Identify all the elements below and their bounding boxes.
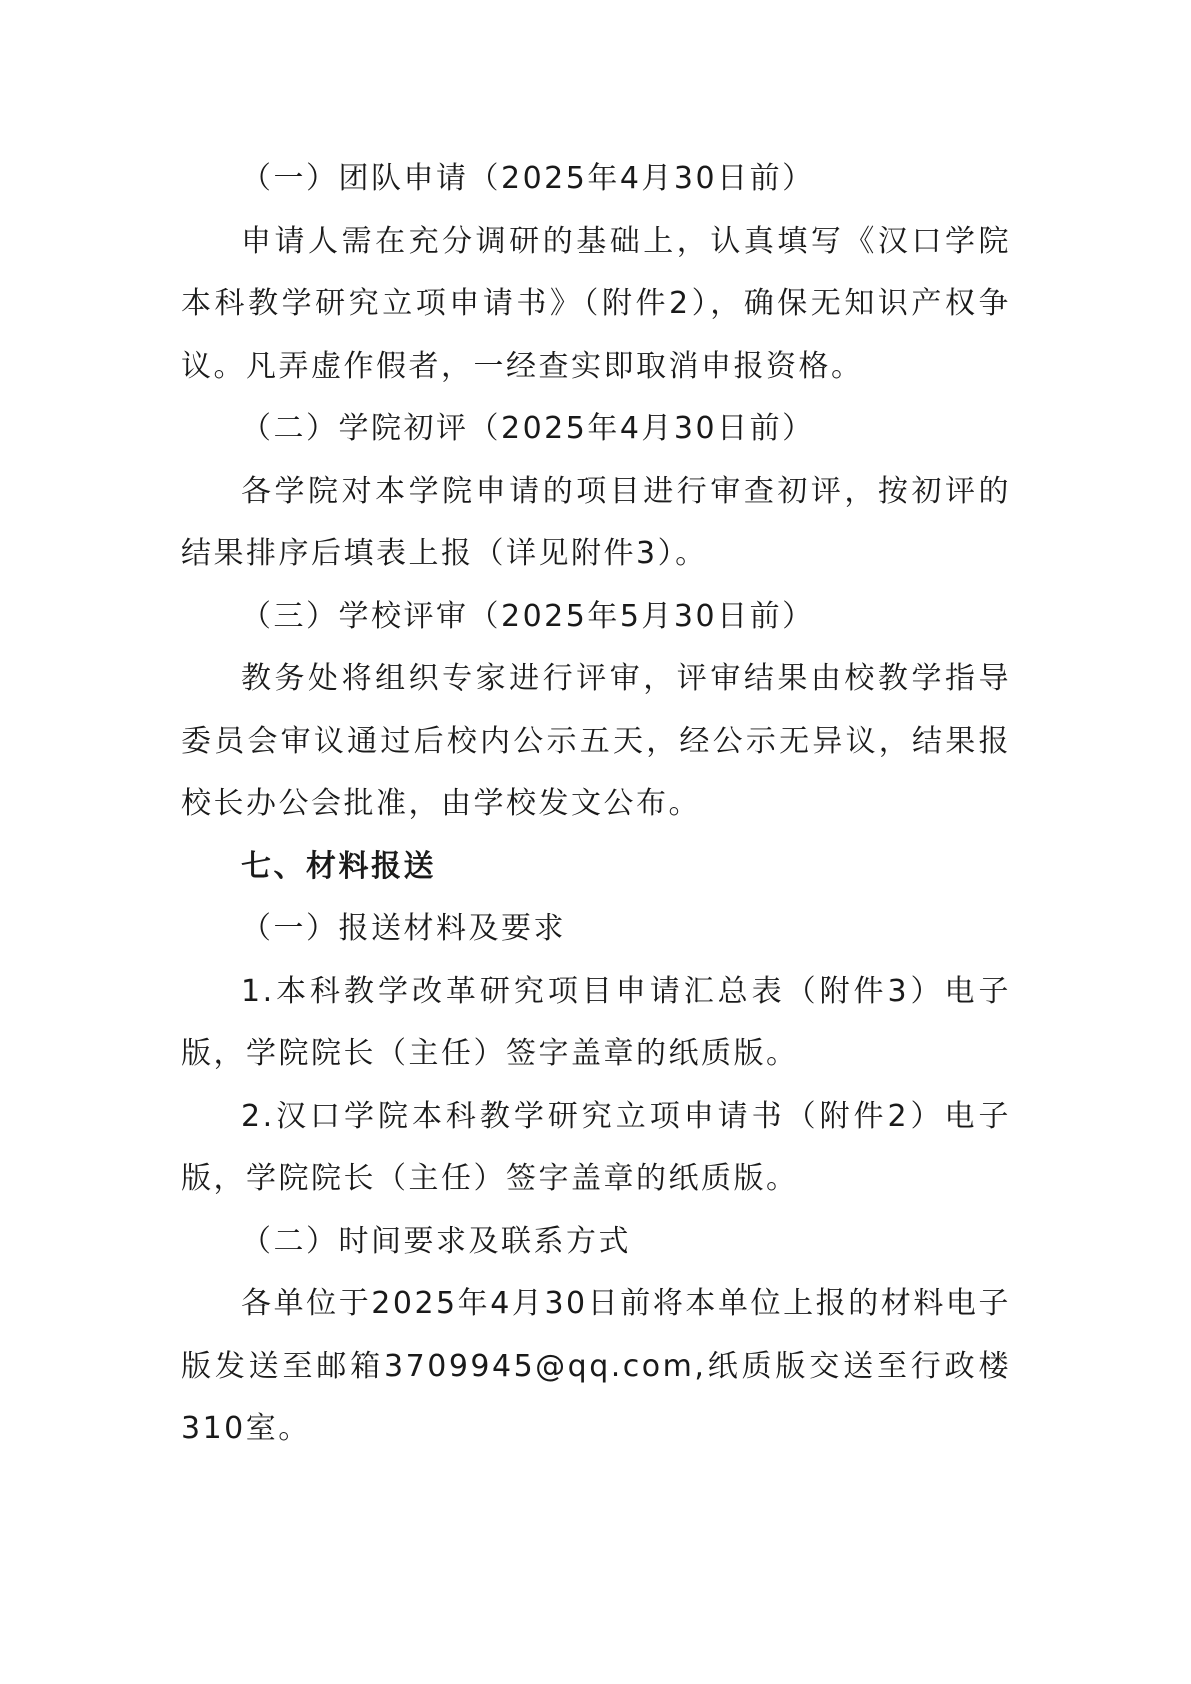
- paragraph-application-requirements: 申请人需在充分调研的基础上，认真填写《汉口学院本科教学研究立项申请书》（附件2），确保无知识产权争议。凡弄虚作假者，一经查实即取消申报资格。: [181, 223, 1011, 384]
- subsection-school-review: （三）学校评审（2025年5月30日前）: [241, 598, 815, 634]
- list-item-application-form: 2.汉口学院本科教学研究立项申请书（附件2）电子版，学院院长（主任）签字盖章的纸质版。: [181, 1098, 1011, 1196]
- subsection-time-contact: （二）时间要求及联系方式: [241, 1223, 631, 1259]
- subsection-team-application: （一）团队申请（2025年4月30日前）: [241, 161, 815, 196]
- section-heading-materials: 七、材料报送: [241, 848, 436, 884]
- subsection-college-preliminary-review: （二）学院初评（2025年4月30日前）: [241, 411, 815, 446]
- paragraph-school-review: 教务处将组织专家进行评审，评审结果由校教学指导委员会审议通过后校内公示五天，经公示无异议，结果报校长办公会批准，由学校发文公布。: [181, 661, 1011, 821]
- list-item-summary-table: 1.本科教学改革研究项目申请汇总表（附件3）电子版，学院院长（主任）签字盖章的纸质版。: [181, 973, 1011, 1071]
- paragraph-submission-details: 各单位于2025年4月30日前将本单位上报的材料电子版发送至邮箱3709945@qq.com,纸质版交送至行政楼310室。: [181, 1286, 1011, 1446]
- subsection-materials-requirements: （一）报送材料及要求: [241, 911, 566, 946]
- paragraph-college-review: 各学院对本学院申请的项目进行审查初评，按初评的结果排序后填表上报（详见附件3）。: [181, 473, 1011, 571]
- document-body: [181, 148, 1011, 1461]
